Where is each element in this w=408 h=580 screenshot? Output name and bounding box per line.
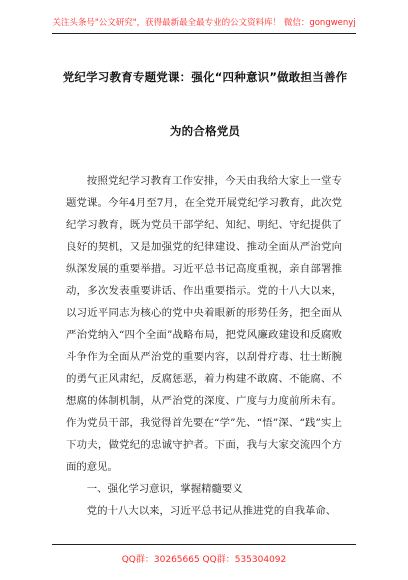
body-paragraph-intro: 按照党纪学习教育工作安排，今天由我给大家上一堂专题党课。今年4月至7月，在全党开展党纪学习教育，此次党纪学习教育，既为党员干部学纪、知纪、明纪、守纪提供了良好的契机，又是加强党的纪律建设、推动全面从严治党向纵深发展的重要举措。习近平总书记高度重视，亲自部署推动，多次发表重要讲话、作出重要指示。党的十八大以来，以习近平同志为核心的党中央着眼新的形势任务，把全面从严治党纳入“四个全面”战略布局，把党风廉政建设和反腐败斗争作为全面从严治党的重要内容，以刮骨疗毒、壮士断腕的勇气正风肃纪，反腐惩恶，着力构建不敢腐、不能腐、不想腐的体制机制，从严治党的深度、广度与力度前所未有。作为党员干部，我觉得首先要在“学”先、“悟”深、“践”实上下功夫，做党纪的忠诚守护者。下面，我与大家交流四个方面的意见。	[66, 175, 342, 473]
header-divider	[52, 33, 356, 34]
page-footer: QQ群：30265665 QQ群：535304092	[121, 555, 287, 565]
document-body	[66, 170, 342, 522]
document-title-line-2: 为的合格党员	[169, 124, 241, 138]
footer-divider	[52, 544, 356, 545]
page-header: 关注头条号"公文研究"，获得最新最全最专业的公文资料库！ 微信：gongwenyj	[52, 18, 356, 28]
document-title-line-1: 党纪学习教育专题党课：强化“四种意识”做敢担当善作	[62, 70, 348, 84]
body-paragraph-section-1: 党的十八大以来，习近平总书记从推进党的自我革命、	[86, 505, 337, 517]
section-heading-1: 一、强化学习意识，掌握精髓要义	[86, 483, 243, 495]
